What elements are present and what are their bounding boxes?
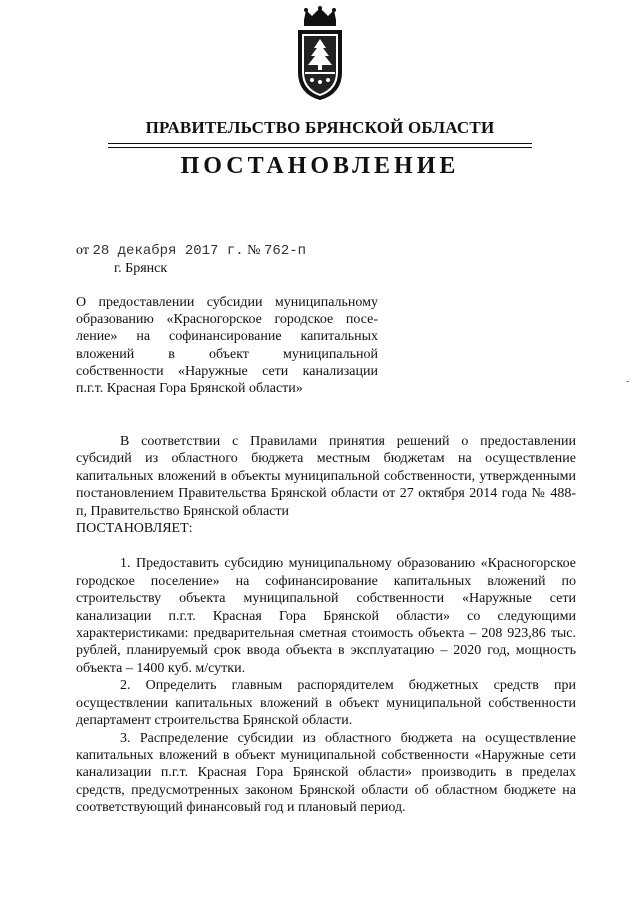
date-number-line <box>76 243 306 259</box>
subject-line: О предоставлении субсидии муниципальному <box>76 295 378 310</box>
item-paragraph: 3. Распределение субсидии из областного бюджета на осуществление капитальных вложений в объект муниципальной собственности «Наружные сети канализации п.г.т. Красная Гора Брянской области» производить в пределах средств, предусмотренных законом Брянской области об областном бюджете на соответствующий финансовый год и плановый период. <box>76 730 576 816</box>
subject-line: вложений в объект муниципальной <box>76 346 378 362</box>
margin-mark: - <box>626 376 630 387</box>
city: г. Брянск <box>114 261 168 276</box>
date-value: 28 декабря 2017 г. <box>92 243 244 259</box>
preamble-paragraph: В соответствии с Правилами принятия решений о предоставлении субсидий из областного бюджета местным бюджетам на осуществление капитальных вложений в объекты муниципальной собственности, утвержденными постановлением Правительства Брянской области от 27 октября 2014 года № 488-п, Правительство Брянской области <box>76 434 576 519</box>
subject-line: образованию «Красногорское городское посе- <box>76 312 378 328</box>
item-paragraph: 2. Определить главным распорядителем бюджетных средств при осуществлении капитальных вложений в объект муниципальной собственности департамент строительства Брянской области. <box>76 678 576 729</box>
coat-of-arms-icon <box>288 6 352 104</box>
decree-word: ПОСТАНОВЛЯЕТ: <box>76 521 193 537</box>
document-body <box>76 433 576 817</box>
date-prefix: от <box>76 243 89 258</box>
number-value: 762-п <box>264 243 307 259</box>
number-prefix: № <box>247 243 261 258</box>
organization-title: ПРАВИТЕЛЬСТВО БРЯНСКОЙ ОБЛАСТИ <box>145 118 495 137</box>
subject-line: ление» на софинансирование капитальных <box>76 329 378 345</box>
document-type: ПОСТАНОВЛЕНИЕ <box>180 153 460 179</box>
subject-line: п.г.т. Красная Гора Брянской области» <box>76 381 303 397</box>
subject-line: собственности «Наружные сети канализации <box>76 363 378 379</box>
header-divider <box>108 143 532 144</box>
item-paragraph: 1. Предоставить субсидию муниципальному образованию «Красногорское городское поселение» на софинансирование капитальных вложений по строительству объекта муниципальной собственности «Наружные сети канализации п.г.т. Красная Гора Брянской области» со следующими характеристиками: предварительная сметная стоимость объекта – 208 923,86 тыс. рублей, планируемый срок ввода объекта в эксплуатацию – 2020 год, мощность объекта – 1400 куб. м/сутки. <box>76 556 576 676</box>
header-divider-thin <box>108 147 532 148</box>
document-subject <box>76 294 378 397</box>
